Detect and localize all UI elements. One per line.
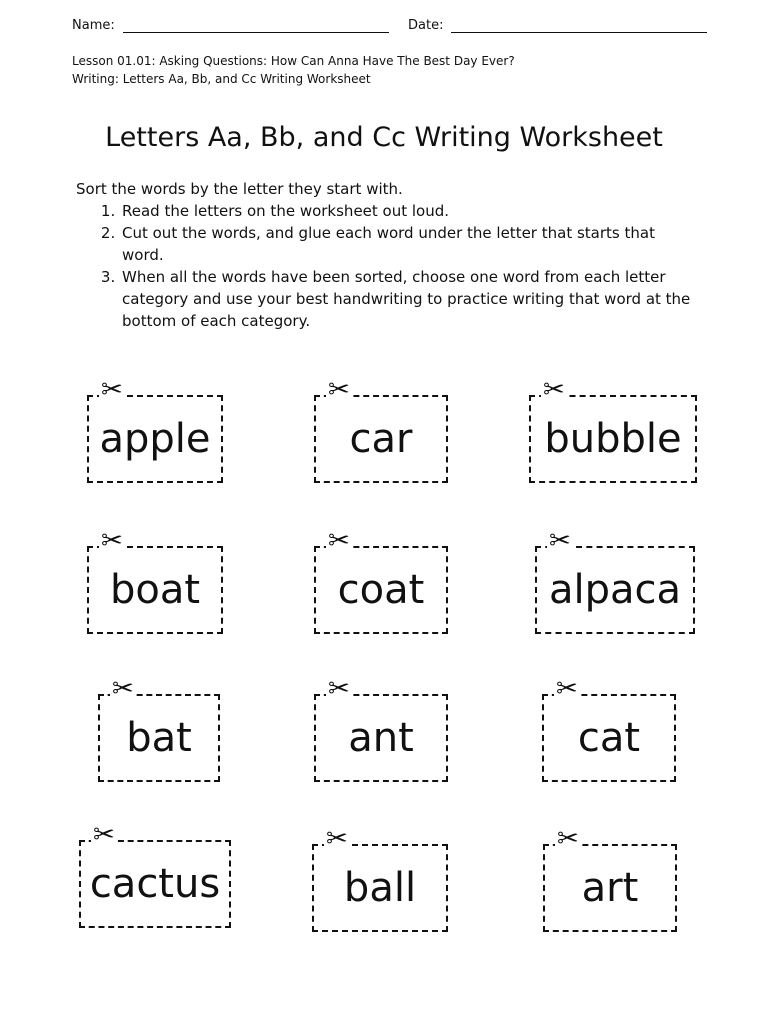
instruction-step: 1. Read the letters on the worksheet out loud.: [120, 200, 696, 222]
date-label: Date:: [408, 18, 444, 33]
word-card-cactus[interactable]: [79, 820, 231, 928]
word-card-ball[interactable]: [312, 824, 448, 932]
scissors-icon: ✂: [101, 526, 123, 556]
word-label: art: [581, 865, 639, 911]
instructions: [76, 178, 696, 332]
instruction-step: 3. When all the words have been sorted, choose one word from each letter category and use your best handwriting to practice writing that word at the bottom of each category.: [120, 266, 696, 332]
word-card-ant[interactable]: [314, 674, 448, 782]
word-card-art[interactable]: [543, 824, 677, 932]
word-card-bubble[interactable]: [529, 375, 697, 483]
word-label: bubble: [544, 416, 682, 462]
scissors-icon: ✂: [101, 375, 123, 405]
scissors-icon: ✂: [557, 824, 579, 854]
scissors-icon: ✂: [328, 375, 350, 405]
word-label: alpaca: [548, 567, 682, 613]
date-line[interactable]: [451, 18, 707, 33]
scissors-icon: ✂: [328, 526, 350, 556]
word-card-coat[interactable]: [314, 526, 448, 634]
date-field[interactable]: [408, 18, 707, 33]
lesson-title: Lesson 01.01: Asking Questions: How Can Anna Have The Best Day Ever?: [72, 54, 515, 68]
word-card-alpaca[interactable]: [535, 526, 695, 634]
word-label: ant: [348, 715, 414, 761]
name-label: Name:: [72, 18, 115, 33]
name-line[interactable]: [123, 18, 389, 33]
word-label: apple: [99, 416, 211, 462]
word-card-car[interactable]: [314, 375, 448, 483]
name-field[interactable]: [72, 18, 389, 33]
instructions-intro: Sort the words by the letter they start with.: [76, 180, 403, 198]
scissors-icon: ✂: [543, 375, 565, 405]
word-card-apple[interactable]: [87, 375, 223, 483]
word-label: bat: [126, 715, 192, 761]
word-label: coat: [337, 567, 425, 613]
word-label: boat: [109, 567, 201, 613]
instruction-step: 2. Cut out the words, and glue each word under the letter that starts that word.: [120, 222, 696, 266]
word-label: cat: [577, 715, 641, 761]
lesson-subtitle: Writing: Letters Aa, Bb, and Cc Writing Worksheet: [72, 72, 371, 86]
instructions-list: [76, 200, 696, 332]
word-label: cactus: [89, 861, 221, 907]
scissors-icon: ✂: [112, 674, 134, 704]
scissors-icon: ✂: [93, 820, 115, 850]
word-label: car: [349, 416, 413, 462]
page-title: Letters Aa, Bb, and Cc Writing Worksheet: [105, 122, 663, 153]
word-label: ball: [343, 865, 417, 911]
scissors-icon: ✂: [328, 674, 350, 704]
word-card-cat[interactable]: [542, 674, 676, 782]
word-card-bat[interactable]: [98, 674, 220, 782]
scissors-icon: ✂: [556, 674, 578, 704]
word-card-boat[interactable]: [87, 526, 223, 634]
scissors-icon: ✂: [326, 824, 348, 854]
scissors-icon: ✂: [549, 526, 571, 556]
